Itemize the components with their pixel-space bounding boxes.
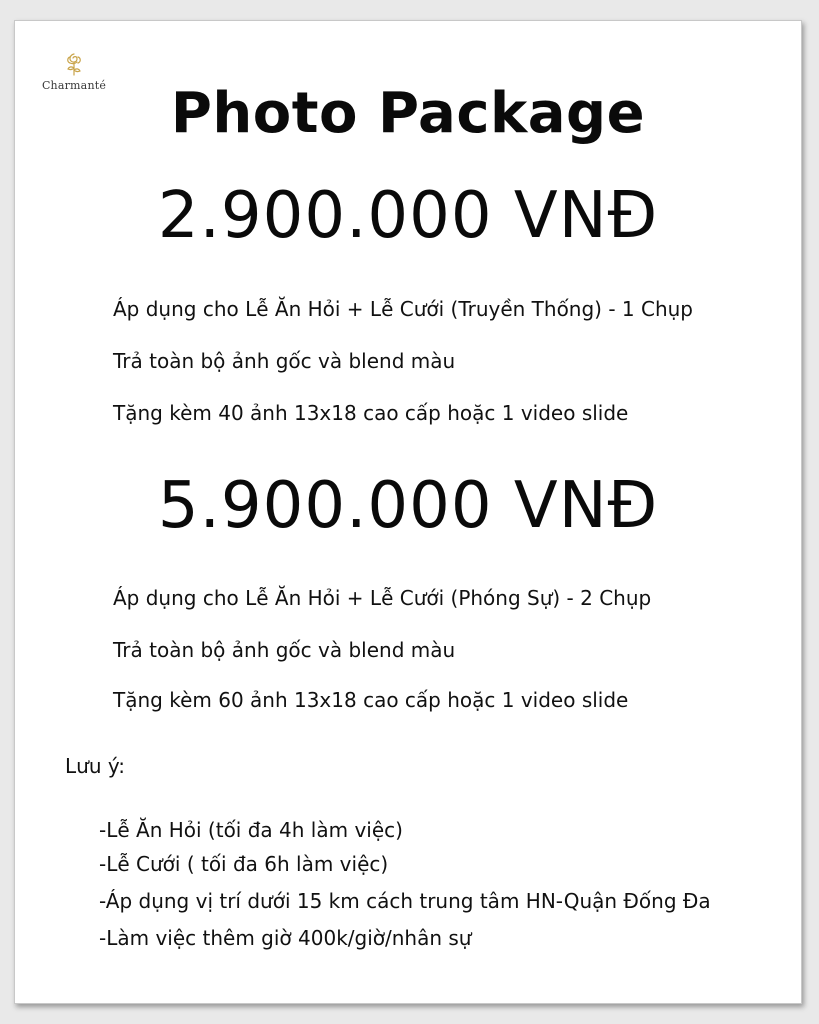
package-1-line-1: Áp dụng cho Lễ Ăn Hỏi + Lễ Cưới (Truyền Thống) - 1 Chụp xyxy=(113,297,693,321)
package-1-price: 2.900.000 VNĐ xyxy=(157,179,659,253)
page-title: Photo Package xyxy=(170,81,646,146)
notes-title: Lưu ý: xyxy=(65,754,125,778)
brand-name: Charmanté xyxy=(41,79,107,92)
price-sheet-card xyxy=(14,20,802,1004)
package-2-price: 5.900.000 VNĐ xyxy=(157,469,659,543)
package-2-line-2: Trả toàn bộ ảnh gốc và blend màu xyxy=(113,638,456,662)
package-1-line-3: Tặng kèm 40 ảnh 13x18 cao cấp hoặc 1 video slide xyxy=(113,401,629,425)
note-item-3: -Áp dụng vị trí dưới 15 km cách trung tâm HN-Quận Đống Đa xyxy=(99,889,711,913)
note-item-1: -Lễ Ăn Hỏi (tối đa 4h làm việc) xyxy=(99,818,403,842)
rose-icon xyxy=(61,51,87,77)
package-2-line-1: Áp dụng cho Lễ Ăn Hỏi + Lễ Cưới (Phóng Sự) - 2 Chụp xyxy=(113,586,652,610)
package-1-line-2: Trả toàn bộ ảnh gốc và blend màu xyxy=(113,349,456,373)
note-item-2: -Lễ Cưới ( tối đa 6h làm việc) xyxy=(99,852,389,876)
note-item-4: -Làm việc thêm giờ 400k/giờ/nhân sự xyxy=(99,926,472,950)
package-2-line-3: Tặng kèm 60 ảnh 13x18 cao cấp hoặc 1 video slide xyxy=(113,688,629,712)
